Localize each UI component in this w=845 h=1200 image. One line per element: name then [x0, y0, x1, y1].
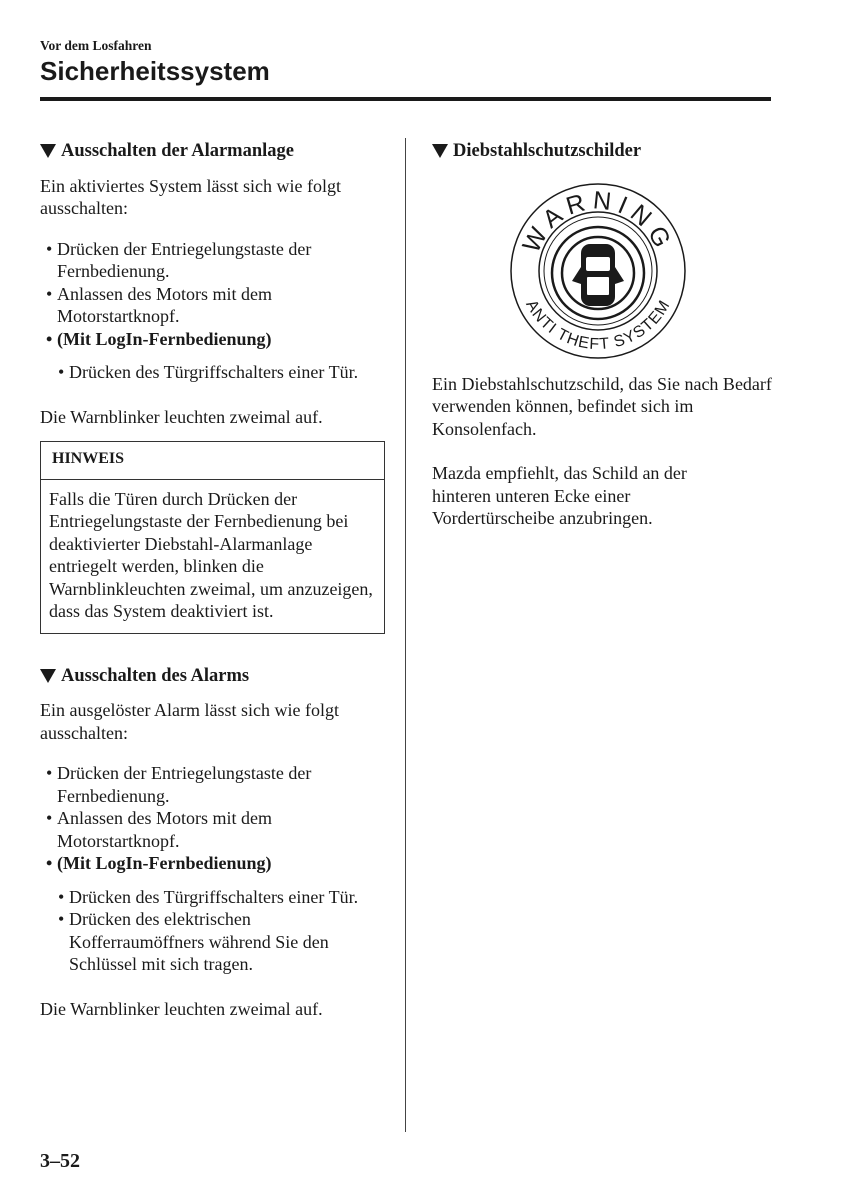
column-divider [405, 138, 406, 1132]
footer-text: Die Warnblinker leuchten zweimal auf. [40, 998, 323, 1019]
page-title: Sicherheitssystem [40, 56, 270, 86]
sub-bullet-list [52, 886, 385, 976]
anti-theft-emblem [508, 181, 688, 361]
heading-text: Diebstahlschutzschilder [453, 141, 642, 161]
footer-text: Die Warnblinker leuchten zweimal auf. [40, 406, 323, 427]
intro-text: Ein ausgelöster Alarm lässt sich wie folgt ausschalten: [40, 700, 339, 743]
heading-text: Ausschalten des Alarms [61, 665, 250, 686]
note-title: HINWEIS [41, 442, 384, 480]
list-item: • Anlassen des Motors mit dem Motorstartknopf. [40, 807, 385, 852]
list-item: • Drücken des Türgriffschalters einer Tür. [52, 886, 385, 909]
list-item: • Drücken der Entriegelungstaste der Fernbedienung. [40, 238, 385, 283]
bullet-list [40, 762, 385, 875]
triangle-marker-icon [40, 669, 56, 683]
right-column [432, 140, 772, 530]
list-item: • Drücken des Türgriffschalters einer Tür. [52, 361, 385, 384]
chapter-label: Vor dem Losfahren [40, 38, 152, 53]
list-item: • Drücken der Entriegelungstaste der Fernbedienung. [40, 762, 385, 807]
paragraph-placement: Mazda empfiehlt, das Schild an der hinteren unteren Ecke einer Vordertürscheibe anzubringen. [432, 463, 687, 528]
heading-stop-alarm [40, 665, 385, 688]
list-item: • Drücken des elektrischen Kofferraumöffners während Sie den Schlüssel mit sich tragen. [52, 908, 385, 976]
header-divider [40, 97, 771, 101]
note-box [40, 441, 385, 634]
page-number: 3–52 [40, 1150, 80, 1172]
sub-bullet-list [52, 361, 385, 384]
emblem-top-text: WARNING [517, 185, 679, 257]
intro-text: Ein aktiviertes System lässt sich wie folgt ausschalten: [40, 175, 341, 218]
emblem-bottom-text: ANTI THEFT SYSTEM [522, 296, 674, 353]
list-item: • Anlassen des Motors mit dem Motorstartknopf. [40, 283, 385, 328]
list-item: • (Mit LogIn-Fernbedienung) [40, 852, 385, 875]
heading-deactivate-alarm-system [40, 140, 385, 163]
note-body: Falls die Türen durch Drücken der Entriegelungstaste der Fernbedienung bei deaktivierter Diebstahl-Alarmanlage entriegelt werden, blinken die Warnblinkleuchten zweimal, um anzuzeigen, dass das System deaktiviert ist. [49, 488, 373, 621]
triangle-marker-icon [40, 144, 56, 158]
list-item: • (Mit LogIn-Fernbedienung) [40, 328, 385, 351]
heading-anti-theft-labels [432, 140, 772, 163]
left-column [40, 140, 385, 1020]
bullet-list [40, 238, 385, 351]
triangle-marker-icon [432, 144, 448, 158]
paragraph-storage: Ein Diebstahlschutzschild, das Sie nach Bedarf verwenden können, befindet sich im Konsolenfach. [432, 373, 772, 439]
heading-text: Ausschalten der Alarmanlage [61, 141, 294, 161]
